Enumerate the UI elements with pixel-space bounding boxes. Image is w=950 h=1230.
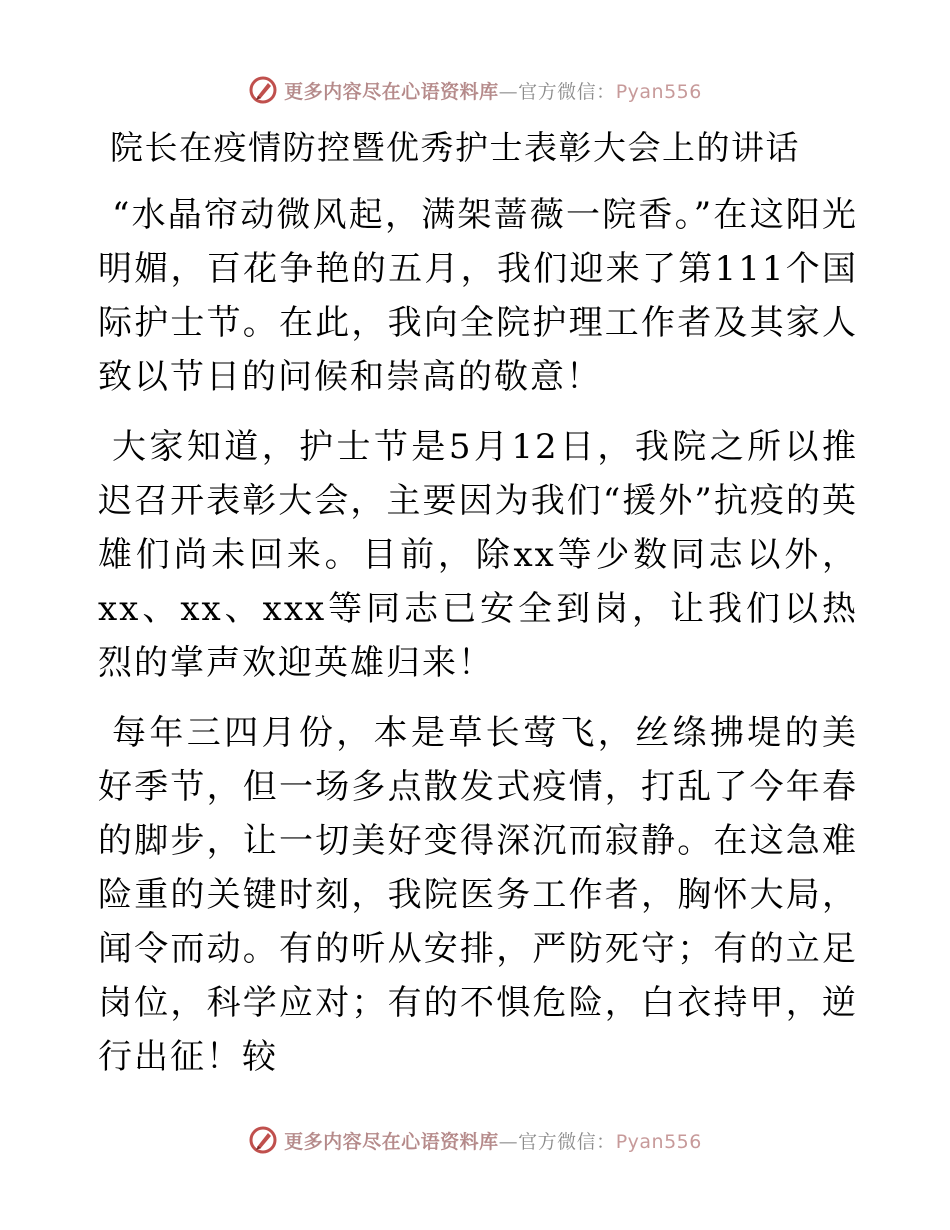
pen-logo-icon xyxy=(248,1125,278,1155)
banner-wechat-id: Pyan556 xyxy=(615,80,702,103)
banner-dash: — xyxy=(498,1130,519,1153)
paragraph-3: 每年三四月份，本是草长莺飞，丝绦拂堤的美好季节，但一场多点散发式疫情，打乱了今年春的脚步，让一切美好变得深沉而寂静。在这急难险重的关键时刻，我院医务工作者，胸怀大局，闻令而动。有的听从安排，严防死守；有的立足岗位，科学应对；有的不惧危险，白衣持甲，逆行出征！较 xyxy=(98,713,858,1077)
pen-logo-icon xyxy=(248,75,278,105)
banner-text xyxy=(284,77,702,104)
banner-wechat-id: Pyan556 xyxy=(615,1130,702,1153)
banner-lead: 更多内容尽在心语资料库 xyxy=(284,1130,499,1153)
banner-wechat-label: 官方微信： xyxy=(518,80,616,103)
document-body xyxy=(98,126,858,1100)
paragraph-1: “水晶帘动微风起，满架蔷薇一院香。”在这阳光明媚，百花争艳的五月，我们迎来了第111个国际护士节。在此，我向全院护理工作者及其家人致以节日的问候和崇高的敬意！ xyxy=(98,195,858,397)
document-title: 院长在疫情防控暨优秀护士表彰大会上的讲话 xyxy=(110,128,800,167)
banner-dash: — xyxy=(498,80,519,103)
footer-banner xyxy=(0,1120,950,1160)
paragraph-2: 大家知道，护士节是5月12日，我院之所以推迟召开表彰大会，主要因为我们“援外”抗疫的英雄们尚未回来。目前，除xx等少数同志以外，xx、xx、xxx等同志已安全到岗，让我们以热烈的掌声欢迎英雄归来！ xyxy=(98,427,858,683)
banner-lead: 更多内容尽在心语资料库 xyxy=(284,80,499,103)
banner-text xyxy=(284,1127,702,1154)
header-banner xyxy=(0,70,950,110)
banner-wechat-label: 官方微信： xyxy=(518,1130,616,1153)
